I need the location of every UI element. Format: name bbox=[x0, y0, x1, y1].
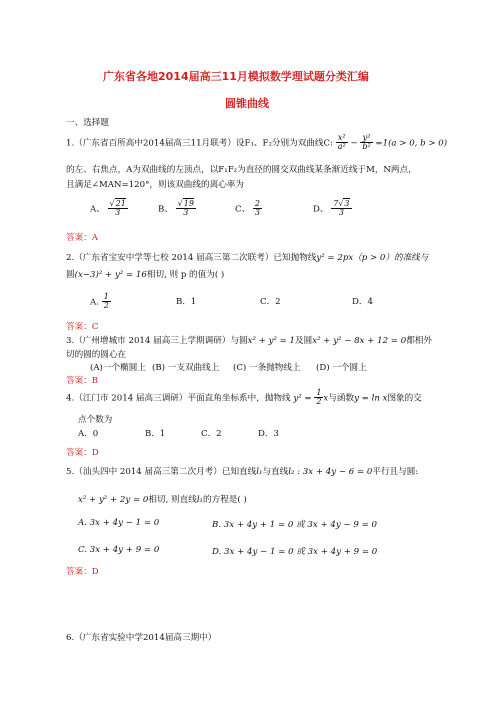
question-1-option-c: C、 $\frac{2}{3}$ bbox=[235, 199, 260, 218]
answer-5: 答案：D bbox=[66, 567, 99, 577]
question-4-option-c: C．2 bbox=[201, 429, 222, 439]
question-1-option-b: B、 $\frac{√19}{3}$ bbox=[158, 199, 194, 218]
answer-1: 答案：A bbox=[66, 233, 98, 243]
question-3-option-b: (B) 一支双曲线上 bbox=[152, 363, 220, 373]
question-1: 1.（广东省百所高中2014届高三11月联考）设F₁、F₂分别为双曲线C: $\frac{\text{x²}}{\text{a²}}$ − $\frac{\text{y²}}{\text{b²}}$ =1(a > 0, b > 0) bbox=[66, 133, 448, 152]
page-subtitle: 圆锥曲线 bbox=[225, 97, 269, 110]
question-1-condition: =1(a > 0, b > 0) bbox=[375, 138, 448, 149]
question-4: 4.（江门市 2014 届高三调研）平面直角坐标系中，抛物线 y² = $\frac{1}{2}$ x与函数y = ln x图象的交 bbox=[66, 388, 422, 407]
question-5: 5.（汕头四中 2014 届高三第二次月考）已知直线l₁与直线l₂ : 3x + 4y − 6 = 0平行且与圆: bbox=[66, 467, 419, 477]
question-5-option-b: B. 3x + 4y + 1 = 0 或 3x + 4y − 9 = 0 bbox=[212, 520, 377, 530]
question-2-line2: 圆(x−3)² + y² = 16相切, 则 p 的值为( ) bbox=[66, 270, 225, 280]
question-5-option-d: D. 3x + 4y − 1 = 0 或 3x + 4y + 9 = 0 bbox=[212, 547, 378, 557]
question-4-option-d: D．3 bbox=[258, 429, 279, 439]
question-2-option-b: B．1 bbox=[176, 297, 197, 307]
question-6: 6.（广东省实验中学2014届高三期中） bbox=[66, 633, 217, 643]
section-heading: 一、选择题 bbox=[66, 118, 109, 128]
question-1-text: 1.（广东省百所高中2014届高三11月联考）设F₁、F₂分别为双曲线C: bbox=[66, 138, 333, 149]
question-4-option-b: B．1 bbox=[145, 429, 166, 439]
answer-4: 答案：D bbox=[66, 448, 99, 458]
page-title: 广东省各地2014届高三11月模拟数学理试题分类汇编 bbox=[103, 70, 369, 83]
question-5-line2: x² + y² + 2y = 0相切, 则直线l₁的方程是( ) bbox=[78, 495, 247, 505]
question-3-line2: 切的圆的圆心在 bbox=[66, 350, 127, 360]
question-2: 2.（广东省宝安中学等七校 2014 届高三第二次联考）已知抛物线y² = 2px（p > 0）的准线与 bbox=[66, 253, 429, 263]
question-5-option-c: C. 3x + 4y + 9 = 0 bbox=[78, 545, 160, 555]
answer-3: 答案：B bbox=[66, 376, 99, 386]
question-3-option-d: (D) 一个圆上 bbox=[316, 363, 367, 373]
question-1-line3: 且满足∠MAN=120°，则该双曲线的离心率为 bbox=[66, 180, 244, 190]
question-1-option-a: A、 $\frac{√21}{3}$ bbox=[90, 199, 126, 218]
question-4-option-a: A．0 bbox=[78, 429, 99, 439]
question-1-option-d: D、 $\frac{7√3}{3}$ bbox=[313, 199, 350, 218]
question-3-option-c: (C) 一条抛物线上 bbox=[233, 363, 301, 373]
question-3: 3.（广州增城市 2014 届高三上学期调研）与圆x² + y² = 1及圆x² + y² − 8x + 12 = 0都相外 bbox=[66, 336, 432, 346]
question-4-line2: 点个数为 bbox=[78, 415, 113, 425]
question-2-option-d: D．4 bbox=[352, 297, 373, 307]
question-3-option-a: (A)一个椭圆上 bbox=[90, 363, 146, 373]
question-1-line2: 的左、右焦点，A为双曲线的左顶点，以F₁F₂为直径的圆交双曲线某条渐近线于M，N两点， bbox=[66, 165, 417, 175]
question-2-option-c: C．2 bbox=[260, 297, 281, 307]
answer-2: 答案：C bbox=[66, 322, 99, 332]
question-2-option-a: A. $\frac{1}{2}$ bbox=[90, 292, 109, 311]
question-5-option-a: A. 3x + 4y − 1 = 0 bbox=[78, 518, 160, 528]
